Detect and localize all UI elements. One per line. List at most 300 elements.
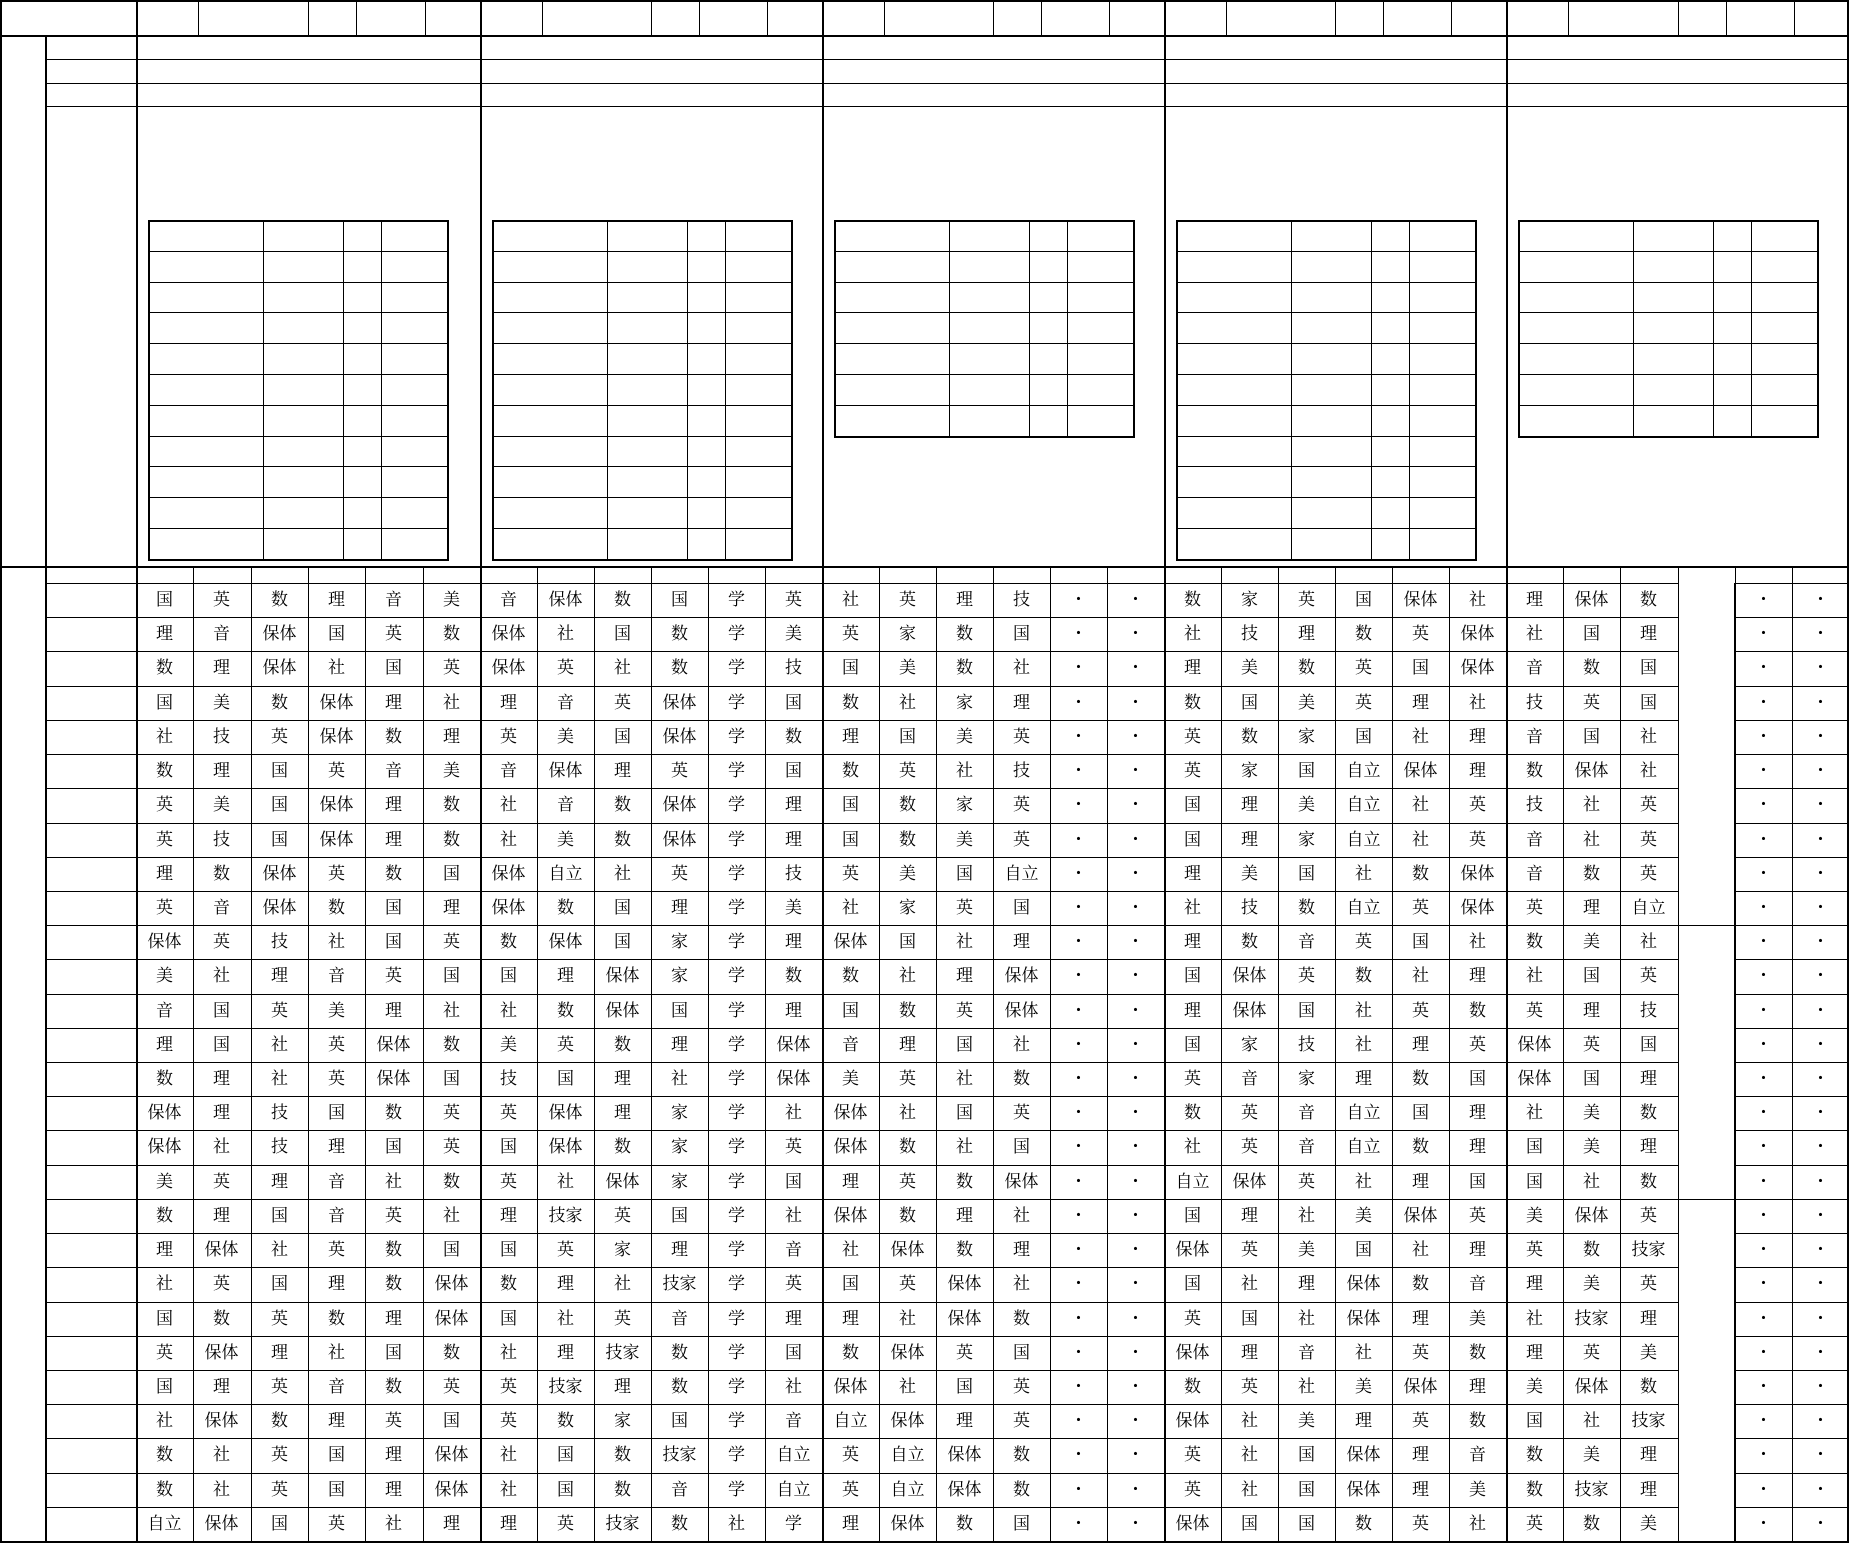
day-date [884,2,993,34]
subject-cell: 英 [443,1376,460,1397]
subject-cell: ・ [1812,692,1829,713]
schedule-tilde [1371,374,1409,405]
subject-cell: 理 [213,1376,230,1397]
subject-cell: 英 [156,794,173,815]
subject-cell: 家 [1298,1068,1315,1089]
subject-cell: ・ [1070,1376,1087,1397]
subject-cell: 社 [785,1376,802,1397]
subject-cell: 数 [614,1479,631,1500]
subject-cell: 社 [156,1273,173,1294]
subject-cell: 社 [956,931,973,952]
subject-cell: 英 [785,589,802,610]
subject-cell: 自立 [1346,897,1381,918]
subject-cell: 社 [1412,1239,1429,1260]
subject-cell: 国 [1298,1513,1315,1534]
subject-cell: 保体 [1175,1410,1210,1431]
subject-cell: ・ [1755,897,1772,918]
subject-cell: 英 [271,1444,288,1465]
subject-cell: 理 [443,1513,460,1534]
period-number [1506,566,1563,583]
subject-cell: 理 [385,1308,402,1329]
subject-cell: 英 [328,1034,345,1055]
friday-block-char [1678,754,1735,781]
subject-cell: 数 [443,1034,460,1055]
grid-line [1176,466,1477,467]
subject-cell: 社 [385,1171,402,1192]
friday-block-char [1678,1062,1735,1083]
subject-cell: 音 [213,623,230,644]
subject-cell: 数 [1526,760,1543,781]
subject-cell: 理 [557,1342,574,1363]
subject-cell: 保体 [1460,863,1495,884]
subject-cell: 数 [1640,589,1657,610]
subject-cell: 英 [1640,829,1657,850]
subject-cell: 数 [443,1171,460,1192]
subject-cell: 国 [500,1136,517,1157]
subject-cell: 英 [1013,1102,1030,1123]
subject-cell: 国 [1241,1513,1258,1534]
subject-cell: 社 [842,897,859,918]
day-mode [1164,36,1506,59]
subject-cell: 美 [443,760,460,781]
subject-cell: 美 [557,726,574,747]
friday-block-char [1678,781,1735,808]
subject-cell: 数 [500,931,517,952]
period-number [651,566,708,583]
subject-cell: 数 [842,965,859,986]
schedule-tilde [343,220,381,251]
subject-cell: 社 [1355,1171,1372,1192]
subject-cell: 保体 [605,1171,640,1192]
day-weekday [1726,2,1795,34]
subject-cell: 社 [1526,1308,1543,1329]
subject-cell: 美 [1583,1444,1600,1465]
subject-cell: 数 [956,1239,973,1260]
subject-cell: 保体 [947,1273,982,1294]
subject-cell: ・ [1755,1205,1772,1226]
subject-cell: 音 [385,760,402,781]
subject-cell: 社 [956,1136,973,1157]
subject-cell: 社 [271,1068,288,1089]
subject-cell: 数 [1526,1444,1543,1465]
subject-cell: 理 [1184,1000,1201,1021]
subject-cell: 英 [1298,1171,1315,1192]
subject-cell: 保体 [1574,1205,1609,1226]
subject-cell: 国 [1298,1000,1315,1021]
subject-cell: 社 [1355,1034,1372,1055]
schedule-tilde [343,466,381,497]
schedule-tilde [1713,251,1751,282]
schedule-tilde [1029,220,1067,251]
friday-block-char [1678,1477,1735,1504]
subject-cell: 社 [1412,829,1429,850]
subject-cell: 保体 [890,1410,925,1431]
subject-cell: 国 [328,1444,345,1465]
subject-cell: 数 [1013,1068,1030,1089]
subject-cell: 自立 [548,863,583,884]
subject-cell: 英 [213,931,230,952]
class-label [46,1062,136,1096]
subject-cell: 数 [385,863,402,884]
subject-cell: ・ [1070,965,1087,986]
subject-cell: 社 [1298,1308,1315,1329]
subject-cell: 英 [1355,692,1372,713]
subject-cell: 美 [1640,1513,1657,1534]
subject-cell: ・ [1070,829,1087,850]
subject-cell: 理 [1412,1444,1429,1465]
subject-cell: 数 [213,1308,230,1329]
subject-cell: 社 [1583,1171,1600,1192]
subject-cell: 数 [671,657,688,678]
subject-cell: ・ [1755,1171,1772,1192]
subject-cell: 英 [557,1513,574,1534]
subject-cell: 英 [1640,794,1657,815]
period-number [480,566,537,583]
subject-cell: 数 [1184,1376,1201,1397]
subject-cell: 英 [899,1068,916,1089]
subject-cell: 理 [785,829,802,850]
subject-cell: 自立 [1175,1171,1210,1192]
subject-cell: 国 [1583,1068,1600,1089]
subject-cell: 社 [1583,1410,1600,1431]
class-label [46,583,136,617]
subject-cell: ・ [1755,726,1772,747]
subject-cell: 英 [1469,1034,1486,1055]
subject-cell: 国 [500,1239,517,1260]
subject-cell: 理 [1469,965,1486,986]
schedule-tilde [1371,282,1409,313]
subject-cell: 理 [1640,1308,1657,1329]
subject-cell: 国 [156,1308,173,1329]
subject-cell: 国 [1184,794,1201,815]
subject-cell: 保体 [147,1102,182,1123]
subject-cell: 英 [271,1308,288,1329]
subject-cell: ・ [1127,1376,1144,1397]
subject-cell: ・ [1070,1171,1087,1192]
subject-cell: 国 [1241,1308,1258,1329]
subject-cell: 保体 [1574,589,1609,610]
subject-cell: 数 [1583,1513,1600,1534]
period-number [537,566,594,583]
subject-cell: 美 [213,692,230,713]
subject-cell: 保体 [434,1444,469,1465]
subject-cell: ・ [1812,1136,1829,1157]
subject-cell: ・ [1812,1034,1829,1055]
subject-cell: 理 [1469,1102,1486,1123]
grid-line [1751,220,1752,436]
subject-cell: ・ [1127,863,1144,884]
subject-cell: 社 [213,1444,230,1465]
subject-cell: ・ [1755,863,1772,884]
subject-cell: 数 [1298,657,1315,678]
schedule-tilde [1713,282,1751,313]
subject-cell: 国 [1013,623,1030,644]
jugyo-label-1 [0,808,45,838]
subject-cell: 理 [443,726,460,747]
grid-line [425,0,426,35]
bus2-time [1164,84,1506,106]
subject-cell: 社 [728,1513,745,1534]
subject-cell: 数 [785,726,802,747]
subject-cell: 理 [1412,1171,1429,1192]
friday-block-char [1678,808,1735,835]
class-label [46,1438,136,1472]
subject-cell: 英 [842,623,859,644]
subject-cell: 英 [671,760,688,781]
grid-line [834,312,1135,313]
subject-cell: ・ [1127,623,1144,644]
subject-cell: ・ [1127,1034,1144,1055]
subject-cell: 家 [1241,589,1258,610]
subject-cell: 社 [899,1308,916,1329]
subject-cell: 美 [328,1000,345,1021]
subject-cell: ・ [1812,1410,1829,1431]
subject-cell: 技 [785,863,802,884]
subject-cell: 数 [1298,897,1315,918]
subject-cell: 社 [156,726,173,747]
class-label [46,1507,136,1541]
subject-cell: 英 [557,1239,574,1260]
subject-cell: 数 [842,692,859,713]
subject-cell: 国 [842,1000,859,1021]
bus1-label [46,60,136,83]
subject-cell: 英 [1184,726,1201,747]
subject-cell: ・ [1127,1136,1144,1157]
class-label [46,1199,136,1233]
subject-cell: 音 [671,1479,688,1500]
subject-cell: 美 [1469,1308,1486,1329]
subject-cell: 美 [1298,794,1315,815]
subject-cell: 国 [1469,1068,1486,1089]
grid-line [651,0,652,35]
subject-cell: 英 [328,1068,345,1089]
period-number [193,566,250,583]
subject-cell: ・ [1070,589,1087,610]
subject-cell: 国 [899,931,916,952]
subject-cell: 自立 [890,1444,925,1465]
subject-cell: 国 [156,692,173,713]
day-weekday [356,2,425,34]
subject-cell: 美 [500,1034,517,1055]
subject-cell: ・ [1812,863,1829,884]
bus2-time [1506,84,1849,106]
friday-block-char [1678,620,1735,647]
subject-cell: 国 [1469,1171,1486,1192]
subject-cell: 理 [785,794,802,815]
subject-cell: 英 [1184,760,1201,781]
subject-cell: 音 [1298,1136,1315,1157]
subject-cell: 音 [156,1000,173,1021]
grid-line [1176,436,1477,437]
subject-cell: 社 [328,931,345,952]
schedule-tilde [343,436,381,467]
subject-cell: ・ [1127,760,1144,781]
subject-cell: 音 [328,1171,345,1192]
subject-cell: 学 [728,589,745,610]
subject-cell: 国 [785,1171,802,1192]
subject-cell: 技 [1640,1000,1657,1021]
subject-cell: 国 [443,965,460,986]
subject-cell: ・ [1812,623,1829,644]
subject-cell: 社 [1241,1273,1258,1294]
subject-cell: 社 [1241,1479,1258,1500]
subject-cell: 保体 [319,692,354,713]
subject-cell: 学 [728,1444,745,1465]
subject-cell: 数 [271,1410,288,1431]
subject-cell: 英 [899,1273,916,1294]
grid-line [148,374,449,375]
subject-cell: 国 [1241,692,1258,713]
subject-cell: 数 [899,829,916,850]
friday-block-char [1678,861,1735,888]
subject-cell: 保体 [1403,760,1438,781]
subject-cell: 数 [156,1444,173,1465]
subject-cell: ・ [1755,589,1772,610]
subject-cell: 理 [271,1342,288,1363]
subject-cell: 英 [557,657,574,678]
friday-block-char [1678,1370,1735,1397]
subject-cell: 保体 [1460,623,1495,644]
subject-cell: 音 [328,1376,345,1397]
subject-cell: 社 [500,1342,517,1363]
subject-cell: 保体 [491,657,526,678]
period-number [765,566,822,583]
subject-cell: 英 [1184,1479,1201,1500]
period-number [594,566,651,583]
subject-cell: 国 [1184,1205,1201,1226]
subject-cell: ・ [1812,726,1829,747]
schedule-tilde [687,528,725,559]
schedule-tilde [687,405,725,436]
subject-cell: 国 [557,1444,574,1465]
subject-cell: 国 [842,794,859,815]
subject-cell: 音 [785,1239,802,1260]
subject-cell: 英 [1355,657,1372,678]
subject-cell: 音 [842,1034,859,1055]
subject-cell: 国 [956,1034,973,1055]
subject-cell: 社 [785,1205,802,1226]
subject-cell: 英 [443,1136,460,1157]
friday-block-char [1678,1104,1735,1125]
subject-cell: 学 [728,692,745,713]
subject-cell: 英 [328,863,345,884]
friday-block-char [1678,1397,1735,1424]
subject-cell: 美 [1241,863,1258,884]
subject-cell: 数 [1184,692,1201,713]
subject-cell: 家 [956,692,973,713]
class-label [46,720,136,754]
day-weekday [1041,2,1109,34]
subject-cell: 美 [956,726,973,747]
subject-cell: 国 [328,1479,345,1500]
subject-cell: 技 [271,1102,288,1123]
subject-cell: 国 [614,897,631,918]
subject-cell: 社 [1298,1205,1315,1226]
subject-cell: 保体 [262,623,297,644]
grid-line [1176,282,1477,283]
subject-cell: 理 [271,965,288,986]
subject-cell: 理 [614,760,631,781]
subject-cell: 自立 [1346,1136,1381,1157]
subject-cell: 社 [614,863,631,884]
subject-cell: 音 [785,1410,802,1431]
subject-cell: 保体 [376,1034,411,1055]
subject-cell: 国 [385,897,402,918]
subject-cell: 英 [1640,1273,1657,1294]
subject-cell: 保体 [262,863,297,884]
subject-cell: 社 [956,1068,973,1089]
subject-cell: 国 [1298,1479,1315,1500]
subject-cell: 国 [213,1034,230,1055]
subject-cell: 学 [728,726,745,747]
friday-block-char [1678,1343,1735,1370]
day-date [198,2,308,34]
subject-cell: 学 [728,1136,745,1157]
schedule-tilde [343,497,381,528]
subject-cell: ・ [1127,1000,1144,1021]
subject-cell: 数 [1412,1068,1429,1089]
subject-cell: 数 [1355,1513,1372,1534]
subject-cell: 英 [1583,1342,1600,1363]
subject-cell: ・ [1127,1513,1144,1534]
subject-cell: 社 [213,1136,230,1157]
grid-line [148,528,449,529]
subject-cell: 社 [385,1513,402,1534]
subject-cell: 音 [1469,1273,1486,1294]
subject-cell: 理 [671,897,688,918]
subject-cell: 保体 [1460,897,1495,918]
subject-cell: 保体 [833,931,868,952]
subject-cell: 学 [728,794,745,815]
subject-cell: 保体 [890,1239,925,1260]
subject-cell: 社 [899,965,916,986]
subject-cell: 数 [1184,589,1201,610]
subject-cell: ・ [1755,1376,1772,1397]
subject-cell: 保体 [833,1102,868,1123]
subject-cell: 技家 [605,1342,640,1363]
subject-cell: 国 [557,1479,574,1500]
grid-line [1409,220,1410,559]
subject-cell: 美 [1241,657,1258,678]
subject-cell: 美 [1583,1273,1600,1294]
subject-cell: 国 [385,1136,402,1157]
subject-cell: 保体 [605,965,640,986]
day-schedule-table [492,220,793,561]
subject-cell: 数 [385,726,402,747]
subject-cell: ・ [1755,1479,1772,1500]
subject-cell: ・ [1127,897,1144,918]
subject-cell: 理 [785,931,802,952]
subject-cell: 美 [1298,1239,1315,1260]
schedule-tilde [687,466,725,497]
schedule-tilde [1371,251,1409,282]
subject-cell: ・ [1812,1205,1829,1226]
subject-cell: 保体 [1403,589,1438,610]
day-date [1568,2,1678,34]
subject-cell: ・ [1812,1171,1829,1192]
subject-cell: 数 [271,692,288,713]
subject-cell: 理 [385,1479,402,1500]
subject-cell: 国 [1013,897,1030,918]
subject-cell: 数 [671,1342,688,1363]
subject-cell: 美 [1583,1102,1600,1123]
grid-line [148,282,449,283]
subject-cell: 社 [1640,760,1657,781]
subject-cell: 英 [899,1171,916,1192]
subject-cell: 技家 [548,1376,583,1397]
subject-cell: 理 [500,1513,517,1534]
subject-cell: 保体 [1574,760,1609,781]
